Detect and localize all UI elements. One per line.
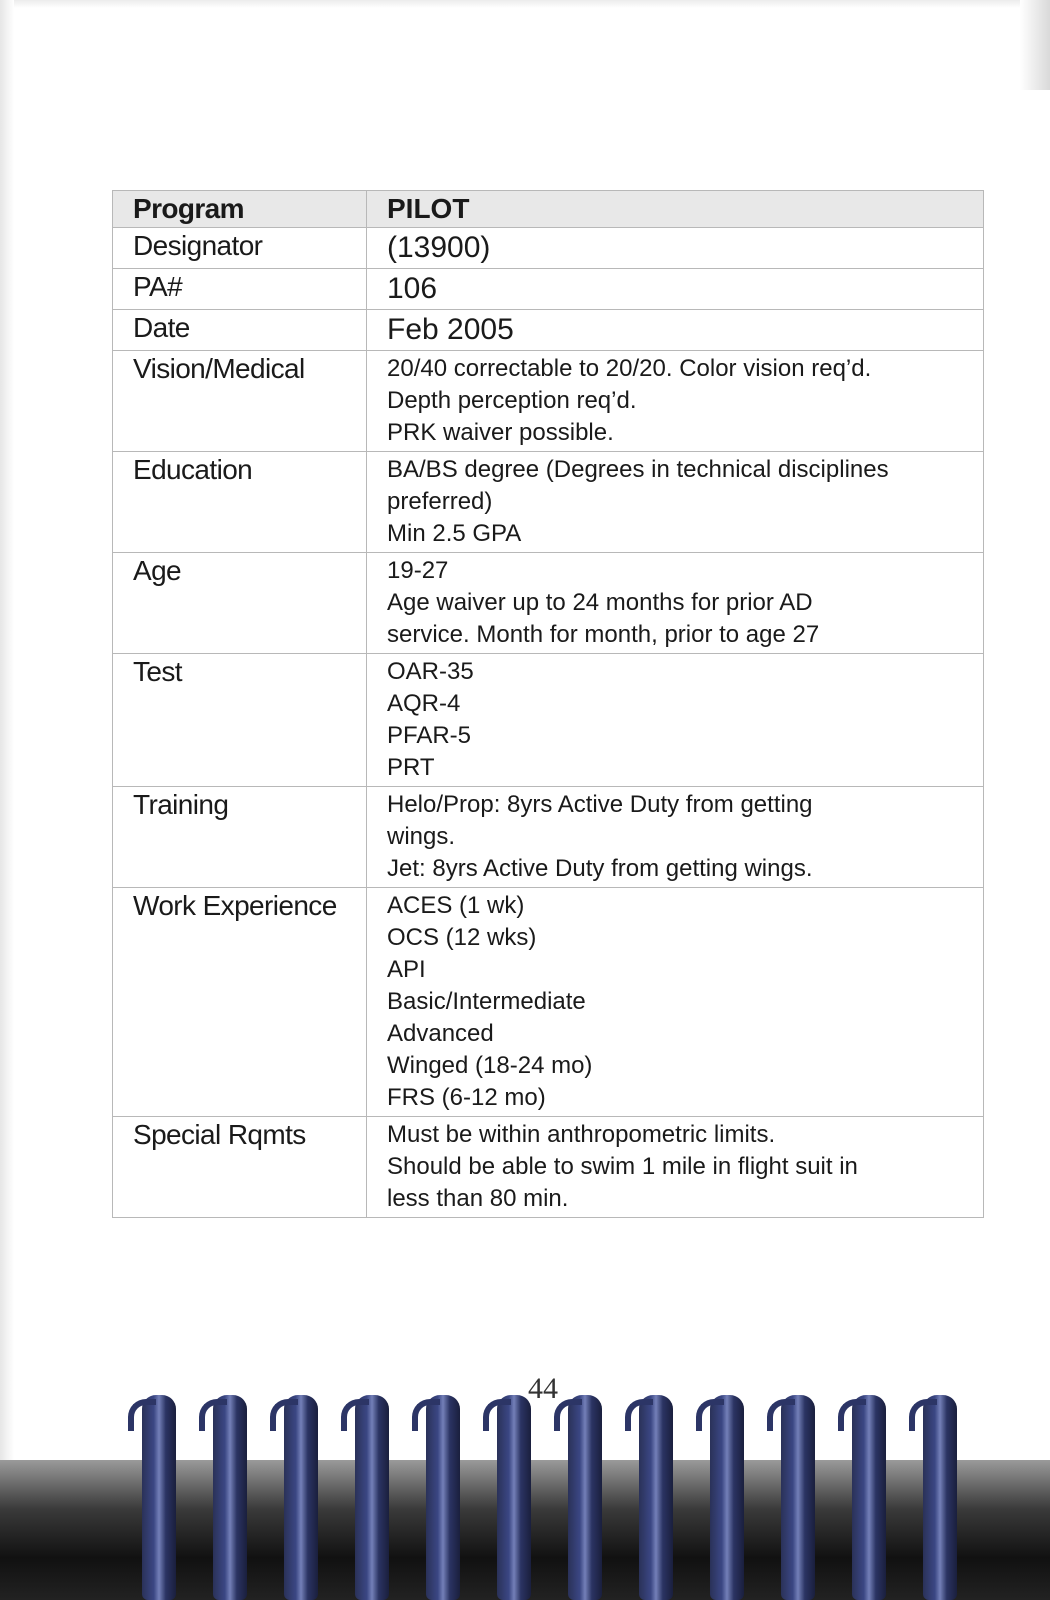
table-row [113, 351, 984, 452]
page-number: 44 [528, 1372, 558, 1405]
row-label-designator: Designator [113, 228, 367, 269]
special-rqmts-line: less than 80 min. [387, 1185, 569, 1212]
age-line: 19-27 [387, 557, 449, 584]
work-experience-line: FRS (6-12 mo) [387, 1084, 546, 1111]
binding-coil [852, 1395, 886, 1600]
binding-coil [284, 1395, 318, 1600]
work-experience-line: Basic/Intermediate [387, 988, 586, 1015]
training-line: Helo/Prop: 8yrs Active Duty from getting [387, 791, 813, 818]
row-label-training: Training [113, 787, 367, 888]
education-line: preferred) [387, 488, 493, 515]
table-row [113, 1117, 984, 1218]
page-left-edge [0, 0, 14, 1600]
row-label-work-experience: Work Experience [113, 888, 367, 1117]
special-rqmts-line: Should be able to swim 1 mile in flight suit in [387, 1153, 858, 1180]
work-experience-line: Advanced [387, 1020, 494, 1047]
test-line: AQR-4 [387, 690, 461, 717]
binding-coil [568, 1395, 602, 1600]
table-row [113, 553, 984, 654]
row-label-test: Test [113, 654, 367, 787]
binding-coil [213, 1395, 247, 1600]
row-value-date: Feb 2005 [367, 310, 984, 351]
row-value-designator: (13900) [367, 228, 984, 269]
table-row [113, 787, 984, 888]
table-row [113, 452, 984, 553]
row-label-vision: Vision/Medical [113, 351, 367, 452]
row-label-age: Age [113, 553, 367, 654]
test-line: PFAR-5 [387, 722, 472, 749]
row-value-pa: 106 [367, 269, 984, 310]
row-label-education: Education [113, 452, 367, 553]
table-row [113, 269, 984, 310]
row-value-special-rqmts [367, 1117, 984, 1218]
row-value-age [367, 553, 984, 654]
test-line: OAR-35 [387, 658, 474, 685]
row-value-education [367, 452, 984, 553]
binding-coil [781, 1395, 815, 1600]
education-line: BA/BS degree (Degrees in technical disciplines [387, 456, 889, 483]
binding-coil [639, 1395, 673, 1600]
binding-coil [710, 1395, 744, 1600]
work-experience-line: API [387, 956, 426, 983]
vision-line: PRK waiver possible. [387, 419, 614, 446]
age-line: Age waiver up to 24 months for prior AD [387, 589, 813, 616]
table-row [113, 654, 984, 787]
age-line: service. Month for month, prior to age 27 [387, 621, 820, 648]
education-line: Min 2.5 GPA [387, 520, 522, 547]
binding-coil [923, 1395, 957, 1600]
header-label: Program [113, 191, 367, 228]
special-rqmts-line: Must be within anthropometric limits. [387, 1121, 776, 1148]
work-experience-line: ACES (1 wk) [387, 892, 525, 919]
test-line: PRT [387, 754, 435, 781]
binding-coil [142, 1395, 176, 1600]
training-line: wings. [387, 823, 456, 850]
vision-line: 20/40 correctable to 20/20. Color vision req’d. [387, 355, 872, 382]
binding-coil [355, 1395, 389, 1600]
vision-line: Depth perception req’d. [387, 387, 637, 414]
row-label-date: Date [113, 310, 367, 351]
work-experience-line: Winged (18-24 mo) [387, 1052, 593, 1079]
row-value-training [367, 787, 984, 888]
row-value-work-experience [367, 888, 984, 1117]
table-header-row [113, 191, 984, 228]
row-value-test [367, 654, 984, 787]
row-value-vision [367, 351, 984, 452]
table-row [113, 310, 984, 351]
row-label-special-rqmts: Special Rqmts [113, 1117, 367, 1218]
binding-coil [426, 1395, 460, 1600]
work-experience-line: OCS (12 wks) [387, 924, 537, 951]
header-value: PILOT [367, 191, 984, 228]
requirements-table [112, 190, 984, 1218]
table-row [113, 888, 984, 1117]
training-line: Jet: 8yrs Active Duty from getting wings. [387, 855, 813, 882]
row-label-pa: PA# [113, 269, 367, 310]
table-row [113, 228, 984, 269]
page-top-edge [0, 0, 1050, 8]
binding-coil [497, 1395, 531, 1600]
page-corner-shadow [1020, 0, 1050, 90]
